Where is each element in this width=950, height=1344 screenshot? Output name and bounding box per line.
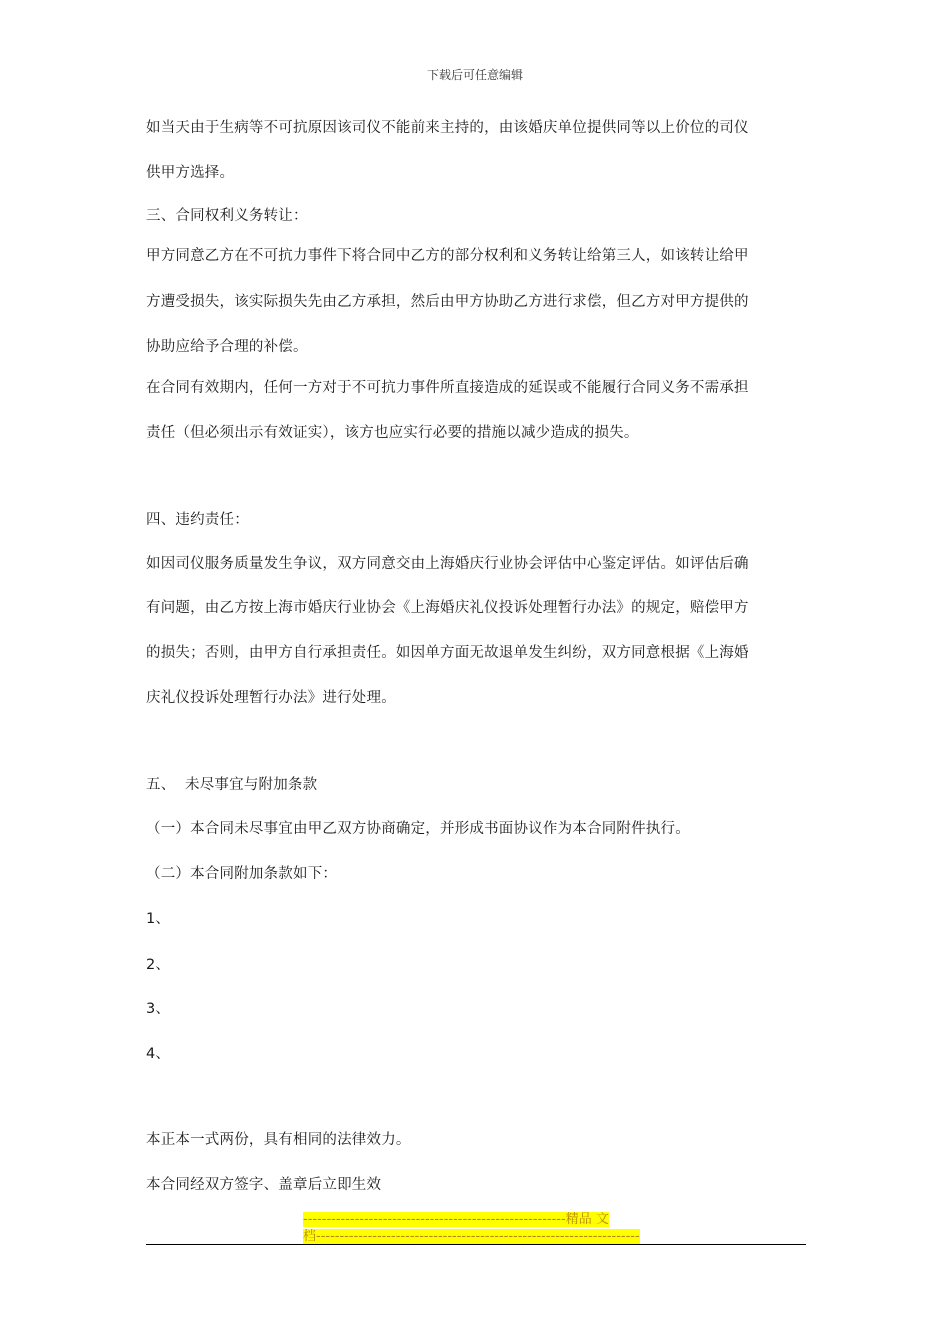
list-item: 2、 [146,957,171,973]
list-item: 4、 [146,1046,171,1062]
paragraph-line: 的损失；否则，由甲方自行承担责任。如因单方面无故退单发生纠纷，双方同意根据《上海婚 [146,645,749,661]
section-heading: 三、合同权利义务转让： [146,208,308,224]
list-item: 3、 [146,1001,171,1017]
footer-rule [146,1244,806,1245]
paragraph-line: 甲方同意乙方在不可抗力事件下将合同中乙方的部分权利和义务转让给第三人，如该转让给甲 [146,248,749,264]
section-heading: 五、 未尽事宜与附加条款 [146,777,318,793]
paragraph-line: 本合同经双方签字、盖章后立即生效 [146,1177,382,1193]
paragraph-line: 如当天由于生病等不可抗原因该司仪不能前来主持的，由该婚庆单位提供同等以上价位的司仪 [146,120,749,136]
paragraph-line: （一）本合同未尽事宜由甲乙双方协商确定，并形成书面协议作为本合同附件执行。 [146,821,690,837]
paragraph-line: 方遭受损失，该实际损失先由乙方承担，然后由甲方协助乙方进行求偿，但乙方对甲方提供的 [146,294,749,310]
paragraph-line: 如因司仪服务质量发生争议，双方同意交由上海婚庆行业协会评估中心鉴定评估。如评估后确 [146,556,749,572]
paragraph-line: 有问题，由乙方按上海市婚庆行业协会《上海婚庆礼仪投诉处理暂行办法》的规定，赔偿甲方 [146,600,749,616]
footer-watermark [303,1211,648,1245]
footer-line-1: --------------------------------------------------------精品 文 [303,1212,609,1227]
paragraph-line: 协助应给予合理的补偿。 [146,339,308,355]
paragraph-line: 责任（但必须出示有效证实），该方也应实行必要的措施以减少造成的损失。 [146,425,639,441]
paragraph-line: 本正本一式两份，具有相同的法律效力。 [146,1132,411,1148]
paragraph-line: 庆礼仪投诉处理暂行办法》进行处理。 [146,690,396,706]
list-item: 1、 [146,911,171,927]
paragraph-line: 在合同有效期内，任何一方对于不可抗力事件所直接造成的延误或不能履行合同义务不需承担 [146,380,749,396]
paragraph-line: （二）本合同附加条款如下： [146,866,338,882]
footer-line-2: 档--------------------------------------------------------------------- [303,1229,640,1244]
page-header: 下载后可任意编辑 [426,68,523,82]
section-heading: 四、违约责任： [146,512,249,528]
paragraph-line: 供甲方选择。 [146,165,235,181]
